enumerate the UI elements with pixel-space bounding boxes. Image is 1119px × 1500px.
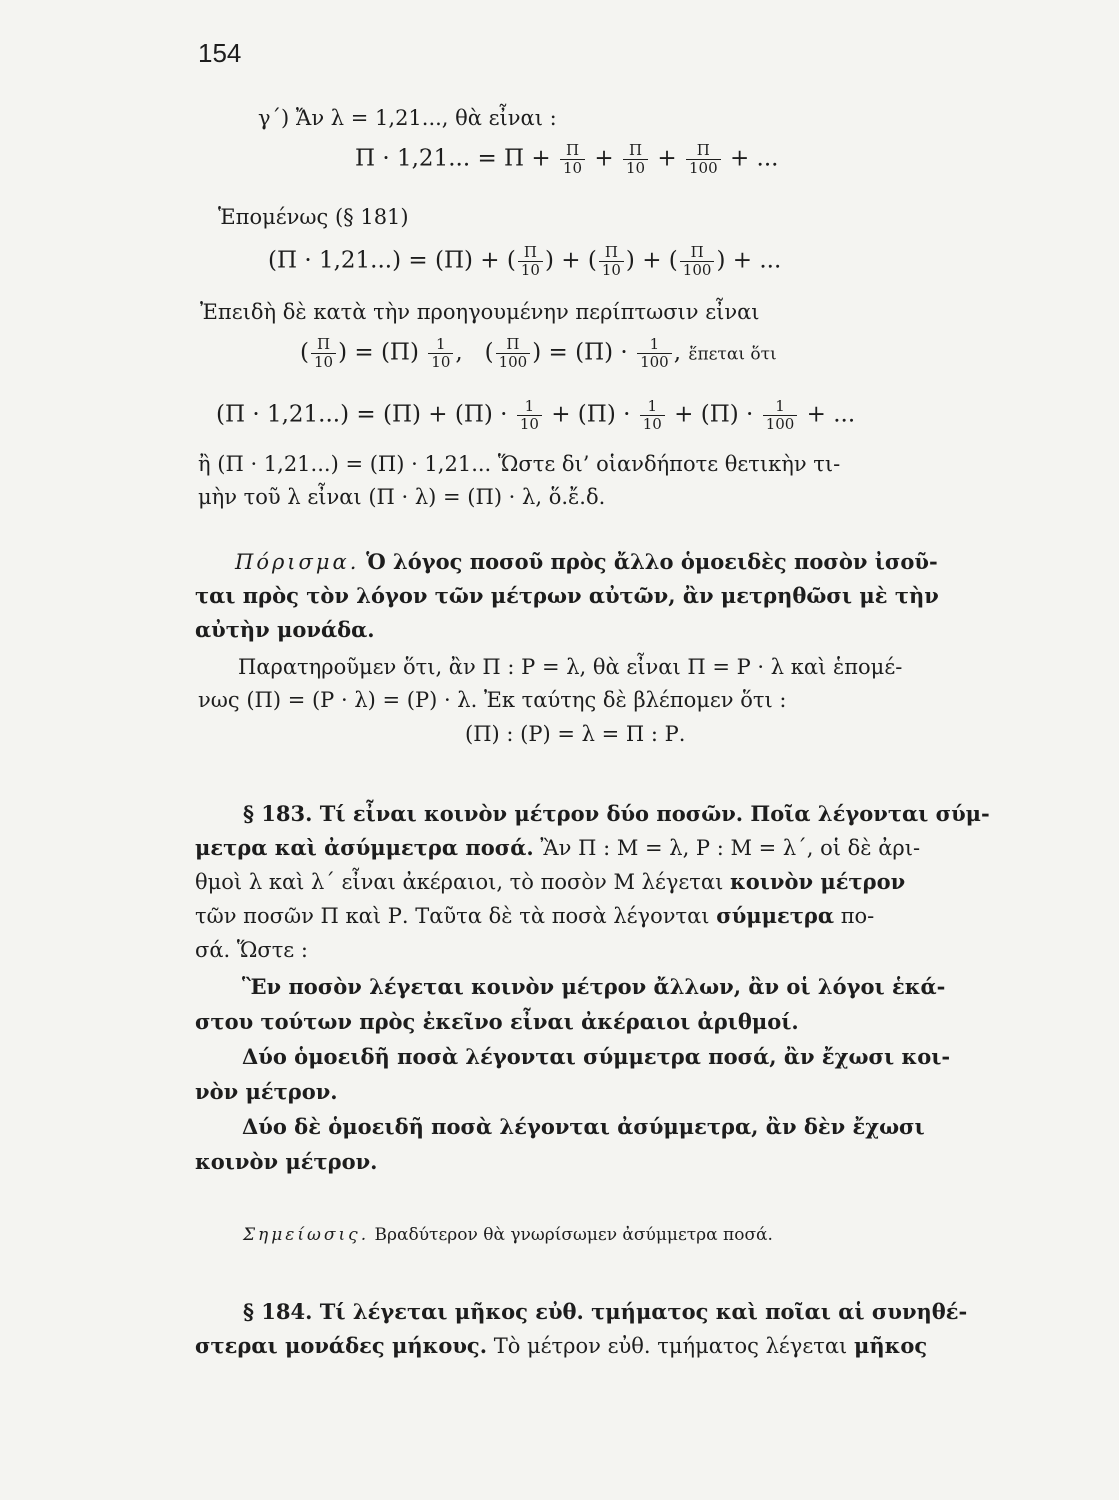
observation-formula: (Π) : (Ρ) = λ = Π : Ρ.: [465, 722, 686, 746]
fraction-pi-over-100: $\frac{\Pi}{100}$: [496, 336, 531, 371]
porisma-line-3: αὐτὴν μονάδα.: [195, 617, 375, 642]
section-183-line-2: [195, 834, 920, 862]
note-line: [243, 1221, 773, 1249]
porisma-line-2: ται πρὸς τὸν λόγον τῶν μέτρων αὐτῶν, ἂν μετρηθῶσι μὲ τὴν: [195, 583, 939, 608]
fraction-pi-over-10: $\frac{\Pi}{10}$: [623, 142, 648, 177]
section-183-heading: § 183. Τί εἶναι κοινὸν μέτρον δύο ποσῶν. Ποῖα λέγονται σύμ-: [243, 801, 990, 826]
case-gamma-line: γ΄) Ἄν λ = 1,21..., θὰ εἶναι :: [258, 106, 557, 130]
eq1-lhs: Π · 1,21... = Π +: [355, 145, 551, 172]
definition-3-line-1: Δύο δὲ ὁμοειδῆ ποσὰ λέγονται ἀσύμμετρα, ἂν δὲν ἔχωσι: [242, 1114, 925, 1139]
conclusion-line-2: μὴν τοῦ λ εἶναι (Π · λ) = (Π) · λ, ὅ.ἔ.δ.: [198, 485, 606, 509]
section-183-text: θμοὶ λ καὶ λ΄ εἶναι ἀκέραιοι, τὸ ποσὸν Μ λέγεται: [195, 870, 724, 894]
fraction-pi-over-100: $\frac{\Pi}{100}$: [686, 142, 721, 177]
porisma-line-1: [235, 548, 938, 576]
fraction-1-over-10: $\frac{1}{10}$: [640, 398, 665, 433]
fraction-pi-over-10: $\frac{\Pi}{10}$: [311, 336, 336, 371]
equation-previous-case: ( $\frac{\Pi}{10}$ ) = (Π) $\frac{1}{10}$ , ( $\frac{\Pi}{100}$ ) = (Π) · $\frac{1}{100}$ , ἕπεται ὅτι: [300, 335, 777, 371]
section-184-text: Τὸ μέτρον εὐθ. τμήματος λέγεται: [493, 1334, 848, 1358]
section-184-line-2: [195, 1332, 927, 1360]
term-commensurable: σύμμετρα: [716, 903, 835, 928]
eq3-right: = (Π) ·: [548, 339, 628, 366]
note-text: Βραδύτερον θὰ γνωρίσωμεν ἀσύμμετρα ποσά.: [374, 1225, 773, 1245]
equation-series-3: [216, 398, 855, 433]
consequently-line: Ἑπομένως (§ 181): [218, 205, 409, 229]
plus-sign: +: [561, 247, 581, 274]
section-183-text: τῶν ποσῶν Π καὶ Ρ. Ταῦτα δὲ τὰ ποσὰ λέγονται: [195, 904, 710, 928]
plus-sign: +: [642, 247, 662, 274]
eq3-middle: = (Π): [354, 339, 419, 366]
observation-line-1: Παρατηροῦμεν ὅτι, ἂν Π : Ρ = λ, θὰ εἶναι Π = Ρ · λ καὶ ἑπομέ-: [238, 655, 903, 679]
since-line: Ἐπειδὴ δὲ κατὰ τὴν προηγουμένην περίπτωσιν εἶναι: [200, 300, 760, 324]
definition-1-line-1: Ἓν ποσὸν λέγεται κοινὸν μέτρον ἄλλων, ἂν οἱ λόγοι ἑκά-: [242, 974, 946, 999]
section-183-line-3: [195, 868, 905, 896]
fraction-pi-over-10: $\frac{\Pi}{10}$: [518, 244, 543, 279]
definition-2-line-2: νὸν μέτρον.: [195, 1079, 338, 1104]
section-184-heading-cont: στεραι μονάδες μήκους.: [195, 1333, 488, 1358]
it-follows-that: ἕπεται ὅτι: [688, 344, 777, 365]
section-184-heading: § 184. Τί λέγεται μῆκος εὐθ. τμήματος καὶ ποῖαι αἱ συνηθέ-: [243, 1299, 968, 1324]
fraction-1-over-100: $\frac{1}{100}$: [637, 336, 672, 371]
section-183-line-5: σά. Ὥστε :: [195, 938, 308, 962]
fraction-pi-over-10: $\frac{\Pi}{10}$: [560, 142, 585, 177]
plus-sign: +: [594, 145, 614, 172]
section-183-text: Ἂν Π : Μ = λ, Ρ : Μ = λ΄, οἱ δὲ ἀρι-: [540, 836, 921, 860]
note-label: Σημείωσις.: [243, 1225, 370, 1245]
term-length: μῆκος: [853, 1333, 928, 1358]
series-tail: + ...: [806, 401, 856, 428]
series-tail: + ...: [729, 145, 779, 172]
page-number: 154: [198, 38, 242, 68]
fraction-pi-over-100: $\frac{\Pi}{100}$: [680, 244, 715, 279]
observation-line-2: νως (Π) = (Ρ · λ) = (Ρ) · λ. Ἐκ ταύτης δὲ βλέπομεν ὅτι :: [198, 688, 787, 712]
porisma-text: Ὁ λόγος ποσοῦ πρὸς ἄλλο ὁμοειδὲς ποσὸν ἰσοῦ-: [366, 549, 938, 574]
section-183-line-4: [195, 902, 874, 930]
fraction-pi-over-10: $\frac{\Pi}{10}$: [599, 244, 624, 279]
eq2-lhs: (Π · 1,21...) = (Π) +: [268, 247, 500, 274]
fraction-1-over-10: $\frac{1}{10}$: [428, 336, 453, 371]
eq4-term: + (Π) ·: [551, 401, 631, 428]
definition-1-line-2: στου τούτων πρὸς ἐκεῖνο εἶναι ἀκέραιοι ἀριθμοί.: [195, 1009, 799, 1034]
fraction-1-over-100: $\frac{1}{100}$: [763, 398, 798, 433]
series-tail: + ...: [732, 247, 782, 274]
section-183-text: πο-: [840, 904, 875, 928]
term-common-measure: κοινὸν μέτρον: [730, 869, 906, 894]
definition-2-line-1: Δύο ὁμοειδῆ ποσὰ λέγονται σύμμετρα ποσά, ἂν ἔχωσι κοι-: [242, 1044, 951, 1069]
conclusion-line-1: ἢ (Π · 1,21...) = (Π) · 1,21... Ὥστε δι’ οἱανδήποτε θετικὴν τι-: [198, 452, 841, 476]
equation-series-1: [355, 142, 778, 177]
equation-series-2: (Π · 1,21...) = (Π) + ( $\frac{\Pi}{10}$ ) + ( $\frac{\Pi}{10}$ ) + ( $\frac{\Pi}{100}$ ) + ...: [268, 243, 782, 279]
fraction-1-over-10: $\frac{1}{10}$: [517, 398, 542, 433]
eq4-term: + (Π) ·: [674, 401, 754, 428]
plus-sign: +: [657, 145, 677, 172]
porisma-label: Πόρισμα.: [235, 550, 360, 574]
section-183-heading-cont: μετρα καὶ ἀσύμμετρα ποσά.: [195, 835, 534, 860]
eq4-lhs: (Π · 1,21...) = (Π) + (Π) ·: [216, 401, 508, 428]
definition-3-line-2: κοινὸν μέτρον.: [195, 1149, 378, 1174]
